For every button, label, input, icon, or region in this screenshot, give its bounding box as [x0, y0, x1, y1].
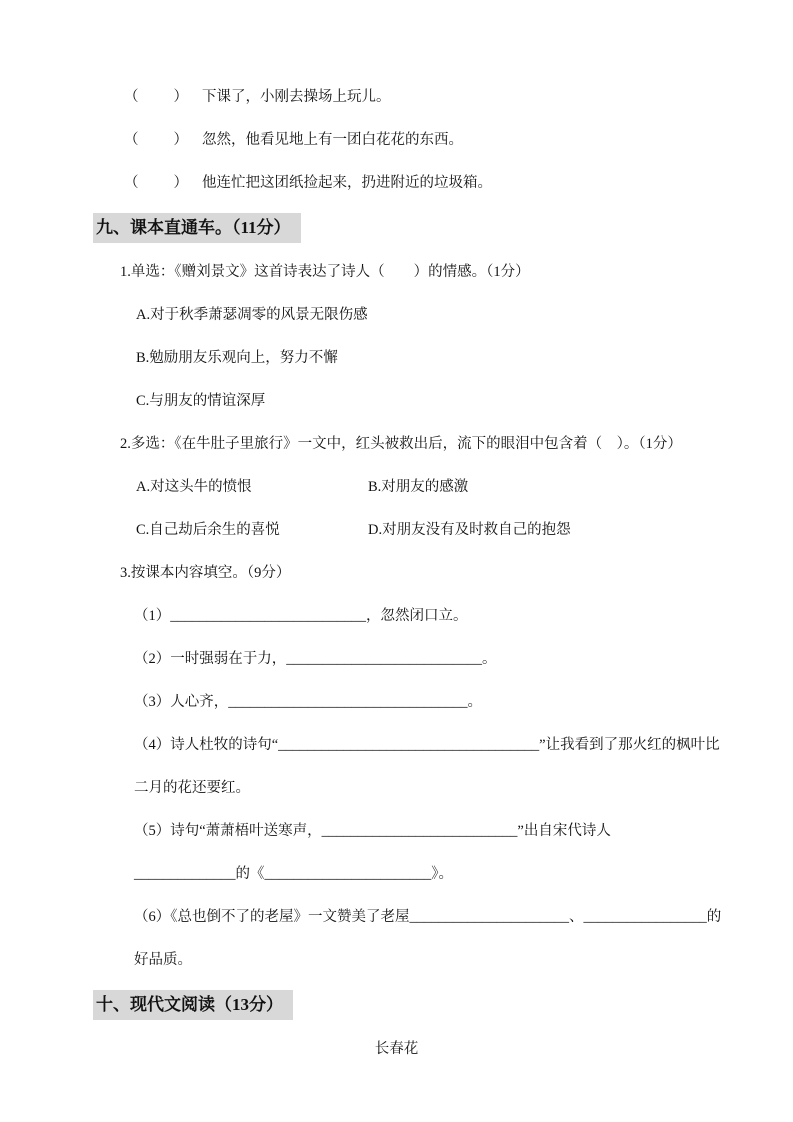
q1-option-c: C.与朋友的情谊深厚 — [136, 393, 266, 409]
q3-item-5-line2: ______________的《_______________________》。 — [134, 866, 453, 882]
q3-item-4-line1: （4）诗人杜牧的诗句“____________________________________”让我看到了那火红的枫叶比 — [134, 737, 720, 753]
q2-option-a: A.对这头牛的愤恨 — [136, 479, 252, 495]
reading-passage-title: 长春花 — [374, 1041, 419, 1057]
sequence-text: 忽然，他看见地上有一团白花花的东西。 — [202, 132, 463, 148]
q3-item-1: （1）___________________________，忽然闭口立。 — [134, 608, 468, 624]
q1-option-a: A.对于秋季萧瑟凋零的风景无限伤感 — [136, 307, 368, 323]
q3-item-2: （2）一时强弱在于力，___________________________。 — [134, 651, 497, 667]
q2-option-d: D.对朋友没有及时救自己的抱怨 — [368, 522, 571, 538]
q1-option-b: B.勉励朋友乐观向上，努力不懈 — [136, 350, 338, 366]
q3-item-5-line1: （5）诗句“萧萧梧叶送寒声，___________________________”出自宋代诗人 — [134, 823, 611, 839]
sequence-text: 他连忙把这团纸捡起来，扔进附近的垃圾箱。 — [202, 175, 492, 191]
answer-bracket: （ ） — [124, 132, 190, 148]
answer-bracket: （ ） — [124, 89, 190, 105]
q2-option-c: C.自己劫后余生的喜悦 — [136, 522, 280, 538]
sequence-item — [95, 162, 698, 205]
question-1 — [95, 251, 698, 423]
answer-bracket: （ ） — [124, 175, 190, 191]
q2-options-row — [95, 509, 698, 552]
section-ten-header — [95, 990, 698, 1020]
sequence-ordering-block — [95, 76, 698, 205]
q3-item-3: （3）人心齐，_________________________________。 — [134, 694, 482, 710]
sequence-item — [95, 119, 698, 162]
q3-item-6-line2: 好品质。 — [134, 952, 192, 968]
question-2 — [95, 423, 698, 552]
q3-item-4-line2: 二月的花还要红。 — [134, 780, 250, 796]
q1-stem: 1.单选：《赠刘景文》这首诗表达了诗人（ ）的情感。（1分） — [120, 264, 530, 280]
q2-stem: 2.多选：《在牛肚子里旅行》一文中，红头被救出后，流下的眼泪中包含着（ ）。（1分） — [120, 436, 682, 452]
section-nine-header — [95, 213, 698, 243]
q2-option-b: B.对朋友的感激 — [368, 479, 469, 495]
q3-stem: 3.按课本内容填空。（9分） — [120, 565, 291, 581]
sequence-text: 下课了，小刚去操场上玩儿。 — [202, 89, 391, 105]
q2-options-row — [95, 466, 698, 509]
sequence-item — [95, 76, 698, 119]
section-ten-title: 十、现代文阅读（13分） — [93, 990, 293, 1020]
section-nine-title: 九、课本直通车。（11分） — [93, 213, 301, 243]
q3-item-6-line1: （6）《总也倒不了的老屋》一文赞美了老屋______________________、_________________的 — [134, 909, 722, 925]
question-3 — [95, 552, 722, 982]
